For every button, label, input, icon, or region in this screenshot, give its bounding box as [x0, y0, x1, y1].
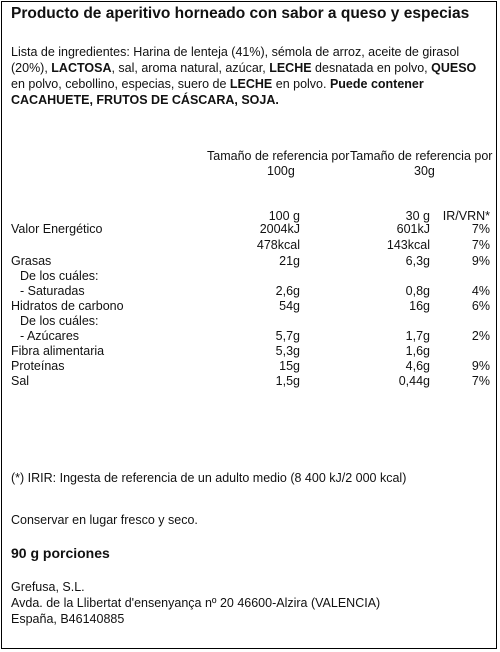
row-value-100g: 15g — [279, 359, 300, 373]
col-header-100g: 100 g — [268, 209, 300, 223]
row-value-ir: 2% — [471, 329, 490, 343]
nutrition-label — [1, 1, 497, 649]
row-value-30g: 601kJ — [396, 222, 430, 236]
row-value-30g: 143kcal — [386, 238, 430, 252]
row-value-100g: 21g — [279, 254, 300, 268]
row-name: Fibra alimentaria — [11, 344, 105, 358]
ref-header-30g-line1: Tamaño de referencia por — [350, 149, 493, 163]
row-value-ir: 6% — [471, 299, 490, 313]
row-value-30g: 16g — [409, 299, 430, 313]
row-value-ir: 9% — [471, 359, 490, 373]
row-value-ir: 4% — [471, 284, 490, 298]
allergen-lactosa: LACTOSA — [51, 61, 112, 75]
row-value-30g: 0,44g — [398, 374, 430, 388]
row-value-100g: 5,3g — [275, 344, 300, 358]
row-name: Grasas — [11, 254, 52, 268]
row-value-ir: 7% — [471, 374, 490, 388]
ingredients-mid-1: , sal, aroma natural, azúcar, — [111, 61, 270, 75]
row-value-30g: 6,3g — [405, 254, 430, 268]
row-value-100g: 478kcal — [256, 238, 300, 252]
row-name: Valor Energético — [11, 222, 103, 236]
row-value-100g: 5,7g — [275, 329, 300, 343]
allergen-leche-2: LECHE — [229, 77, 273, 91]
row-name: Hidratos de carbono — [11, 299, 124, 313]
ref-header-30g-line2: 30g — [414, 164, 435, 178]
row-name: - Saturadas — [20, 284, 85, 298]
row-value-ir: 7% — [471, 238, 490, 252]
portions: 90 g porciones — [11, 545, 110, 561]
col-header-ir: IR/VRN* — [442, 209, 490, 223]
ingredients-mid-4: en polvo. — [272, 77, 330, 91]
ref-header-100g-line1: Tamaño de referencia por — [207, 149, 350, 163]
row-value-100g: 2004kJ — [259, 222, 300, 236]
col-header-30g: 30 g — [405, 209, 430, 223]
row-name: - Azúcares — [20, 329, 80, 343]
product-title: Producto de aperitivo horneado con sabor a queso y especias — [11, 5, 470, 22]
row-value-ir: 7% — [471, 222, 490, 236]
row-name: Proteínas — [11, 359, 65, 373]
row-name: Sal — [11, 374, 30, 388]
row-value-30g: 1,6g — [405, 344, 430, 358]
allergen-warning: Puede contener CACAHUETE, FRUTOS DE CÁSCARA, SOJA. — [11, 77, 424, 107]
allergen-queso: QUESO — [431, 61, 477, 75]
row-name: De los cuáles: — [20, 269, 99, 283]
row-value-30g: 1,7g — [405, 329, 430, 343]
company-country-id: España, B46140885 — [11, 612, 125, 626]
row-value-100g: 1,5g — [275, 374, 300, 388]
ref-header-100g-line2: 100g — [267, 164, 295, 178]
row-value-30g: 4,6g — [405, 359, 430, 373]
ingredients-prefix: Lista de ingredientes: Harina de lenteja (41%), sémola de arroz, aceite de girasol (20%), — [11, 45, 460, 75]
row-value-ir: 9% — [471, 254, 490, 268]
footnote: (*) IRIR: Ingesta de referencia de un adulto medio (8 400 kJ/2 000 kcal) — [11, 471, 407, 485]
row-value-100g: 54g — [279, 299, 300, 313]
row-name: De los cuáles: — [20, 314, 99, 328]
storage-instructions: Conservar en lugar fresco y seco. — [11, 513, 198, 527]
ingredients-mid-2: desnatada en polvo, — [311, 61, 432, 75]
row-value-100g: 2,6g — [275, 284, 300, 298]
ingredients-list — [11, 44, 491, 108]
ingredients-mid-3: en polvo, cebollino, especias, suero de — [11, 77, 230, 91]
row-value-30g: 0,8g — [405, 284, 430, 298]
company-address: Avda. de la Llibertat d'ensenyança nº 20 46600-Alzira (VALENCIA) — [11, 596, 381, 610]
company-name: Grefusa, S.L. — [11, 580, 85, 594]
allergen-leche-1: LECHE — [269, 61, 312, 75]
